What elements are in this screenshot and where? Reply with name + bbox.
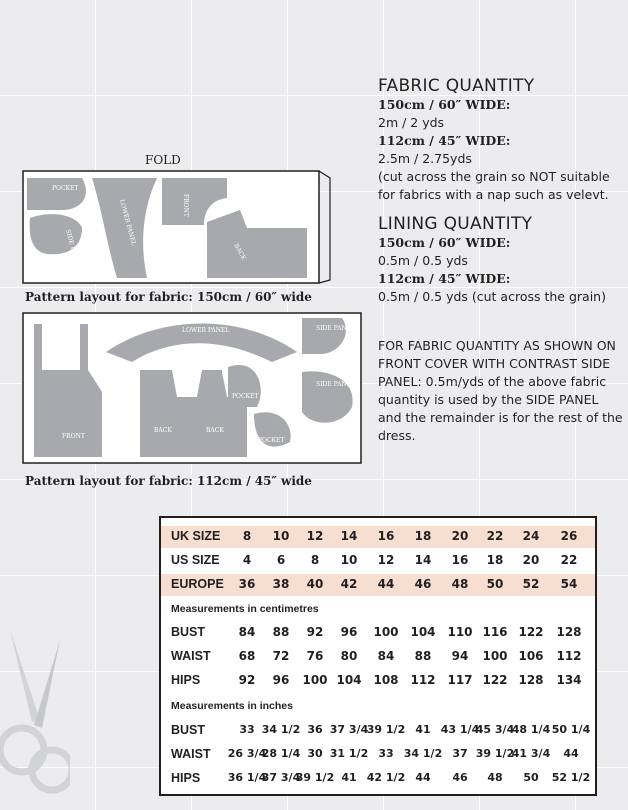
table-cell: 31 1/2 <box>329 747 369 760</box>
europe-label: EUROPE <box>171 577 224 591</box>
fabric-quantity-title: FABRIC QUANTITY <box>378 76 535 96</box>
us-size-label: US SIZE <box>171 553 220 567</box>
table-cell: 48 1/4 <box>511 723 551 736</box>
table-cell: 33 <box>378 747 394 760</box>
table-row-bust-cm <box>161 622 595 644</box>
table-cell: 106 <box>518 649 544 663</box>
fabric-lining-info <box>378 76 623 306</box>
table-row-hips-in <box>161 768 595 790</box>
table-cell: 46 <box>414 577 432 591</box>
row-label: WAIST <box>171 649 211 663</box>
table-cell: 10 <box>340 553 358 567</box>
table-cell: 100 <box>373 625 399 639</box>
table-row-europe <box>161 574 595 596</box>
piece-label: LOWER PANEL <box>118 198 138 247</box>
fabric-112-value: 2.5m / 2.75yds <box>378 151 472 166</box>
table-cell: 92 <box>238 673 256 687</box>
table-row-waist-cm <box>161 646 595 668</box>
table-cell: 18 <box>486 553 504 567</box>
table-cell: 10 <box>272 529 290 543</box>
table-cell: 100 <box>302 673 328 687</box>
table-cell: 14 <box>414 553 432 567</box>
table-cell: 54 <box>560 577 578 591</box>
table-cell: 128 <box>518 673 544 687</box>
piece-label: SIDE PANEL <box>64 228 81 269</box>
piece-label: POCKET <box>52 185 79 192</box>
table-cell: 42 1/2 <box>366 771 406 784</box>
table-cell: 39 1/2 <box>366 723 406 736</box>
row-label: BUST <box>171 723 206 737</box>
table-cell: 37 3/4 <box>261 771 301 784</box>
table-cell: 110 <box>447 625 473 639</box>
table-row-waist-in <box>161 744 595 766</box>
fold-label: FOLD <box>145 153 181 167</box>
table-cell: 28 1/4 <box>261 747 301 760</box>
table-cell: 37 3/4 <box>329 723 369 736</box>
table-cell: 8 <box>242 529 252 543</box>
contrast-panel-note: FOR FABRIC QUANTITY AS SHOWN ON FRONT COVER WITH CONTRAST SIDE PANEL: 0.5m/yds of the above fabric quantity is used by the SIDE PANEL and the remainder is for the rest of the dress. <box>378 338 623 443</box>
table-cell: 41 <box>415 723 431 736</box>
table-cell: 37 <box>452 747 468 760</box>
table-cell: 46 <box>452 771 468 784</box>
table-cell: 112 <box>410 673 436 687</box>
table-cell: 22 <box>560 553 578 567</box>
table-cell: 104 <box>410 625 436 639</box>
table-cell: 52 <box>522 577 540 591</box>
table-cell: 41 3/4 <box>511 747 551 760</box>
size-chart-table <box>159 516 597 796</box>
table-cell: 94 <box>451 649 469 663</box>
table-cell: 72 <box>272 649 290 663</box>
table-cell: 128 <box>556 625 582 639</box>
lining-150-value: 0.5m / 0.5 yds <box>378 253 468 268</box>
table-cell: 34 1/2 <box>261 723 301 736</box>
table-cell: 26 3/4 <box>227 747 267 760</box>
table-cell: 12 <box>306 529 324 543</box>
table-cell: 33 <box>239 723 255 736</box>
piece-label: LOWER PANEL <box>182 327 230 334</box>
fabric-note: (cut across the grain so NOT suitable for fabrics with a nap such as velevt. <box>378 169 610 202</box>
table-cell: 116 <box>482 625 508 639</box>
piece-label: BACK <box>232 242 248 262</box>
table-cell: 39 1/2 <box>475 747 515 760</box>
table-row-hips-cm <box>161 670 595 692</box>
lining-150-label: 150cm / 60″ WIDE: <box>378 235 511 250</box>
table-cell: 84 <box>238 625 256 639</box>
table-cell: 42 <box>340 577 358 591</box>
lining-quantity-title: LINING QUANTITY <box>378 214 533 234</box>
table-cell: 22 <box>486 529 504 543</box>
fabric-150-value: 2m / 2 yds <box>378 115 445 130</box>
table-cell: 6 <box>276 553 286 567</box>
table-cell: 39 1/2 <box>295 771 335 784</box>
table-row-us <box>161 550 595 572</box>
table-row-bust-in <box>161 720 595 742</box>
table-cell: 4 <box>242 553 252 567</box>
table-cell: 36 <box>307 723 323 736</box>
table-cell: 96 <box>272 673 290 687</box>
table-cell: 80 <box>340 649 358 663</box>
table-cell: 38 <box>272 577 290 591</box>
table-cell: 84 <box>377 649 395 663</box>
table-cell: 100 <box>482 649 508 663</box>
table-cell: 122 <box>482 673 508 687</box>
lining-112-label: 112cm / 45″ WIDE: <box>378 271 511 286</box>
pattern-piece <box>27 178 86 210</box>
table-cell: 36 1/4 <box>227 771 267 784</box>
lining-112-value: 0.5m / 0.5 yds (cut across the grain) <box>378 289 606 304</box>
table-cell: 50 1/4 <box>551 723 591 736</box>
table-cell: 34 1/2 <box>403 747 443 760</box>
table-cell: 44 <box>563 747 579 760</box>
table-cell: 68 <box>238 649 256 663</box>
table-cell: 52 1/2 <box>551 771 591 784</box>
table-cell: 44 <box>377 577 395 591</box>
row-label: HIPS <box>171 673 201 687</box>
piece-label: SIDE PANEL <box>316 325 356 332</box>
table-cell: 16 <box>451 553 469 567</box>
table-cell: 26 <box>560 529 578 543</box>
table-cell: 48 <box>487 771 503 784</box>
fabric-150-label: 150cm / 60″ WIDE: <box>378 97 511 112</box>
table-cell: 104 <box>336 673 362 687</box>
table-cell: 50 <box>523 771 539 784</box>
uk-size-label: UK SIZE <box>171 529 221 543</box>
table-cell: 112 <box>556 649 582 663</box>
table-cell: 20 <box>451 529 469 543</box>
layout-150-diagram <box>22 170 334 286</box>
cm-section-title: Measurements in centimetres <box>171 603 319 615</box>
table-cell: 96 <box>340 625 358 639</box>
inches-section-title: Measurements in inches <box>171 700 293 712</box>
table-cell: 76 <box>306 649 324 663</box>
table-cell: 44 <box>415 771 431 784</box>
table-cell: 88 <box>272 625 290 639</box>
table-cell: 134 <box>556 673 582 687</box>
table-cell: 18 <box>414 529 432 543</box>
fabric-112-label: 112cm / 45″ WIDE: <box>378 133 511 148</box>
table-cell: 8 <box>310 553 320 567</box>
piece-label: POCKET <box>258 437 285 444</box>
table-cell: 12 <box>377 553 395 567</box>
table-cell: 30 <box>307 747 323 760</box>
table-cell: 36 <box>238 577 256 591</box>
table-cell: 50 <box>486 577 504 591</box>
table-cell: 45 3/4 <box>475 723 515 736</box>
table-cell: 117 <box>447 673 473 687</box>
table-cell: 24 <box>522 529 540 543</box>
layout-112-diagram <box>22 312 364 466</box>
table-cell: 14 <box>340 529 358 543</box>
piece-label: SIDE PANEL <box>316 381 356 388</box>
layout-112-caption: Pattern layout for fabric: 112cm / 45″ wide <box>25 474 312 488</box>
table-cell: 16 <box>377 529 395 543</box>
piece-label: POCKET <box>232 393 259 400</box>
table-cell: 108 <box>373 673 399 687</box>
table-cell: 88 <box>414 649 432 663</box>
table-cell: 41 <box>341 771 357 784</box>
piece-label: BACK <box>206 427 224 434</box>
layout-150-caption: Pattern layout for fabric: 150cm / 60″ wide <box>25 290 312 304</box>
piece-label: FRONT <box>62 433 85 440</box>
table-cell: 92 <box>306 625 324 639</box>
piece-label: FRONT <box>182 194 189 217</box>
table-cell: 122 <box>518 625 544 639</box>
table-cell: 48 <box>451 577 469 591</box>
row-label: HIPS <box>171 771 201 785</box>
piece-label: BACK <box>154 427 172 434</box>
table-cell: 20 <box>522 553 540 567</box>
row-label: WAIST <box>171 747 211 761</box>
scissors-icon <box>0 630 70 810</box>
table-cell: 43 1/4 <box>440 723 480 736</box>
row-label: BUST <box>171 625 206 639</box>
table-row-uk <box>161 526 595 548</box>
table-cell: 40 <box>306 577 324 591</box>
